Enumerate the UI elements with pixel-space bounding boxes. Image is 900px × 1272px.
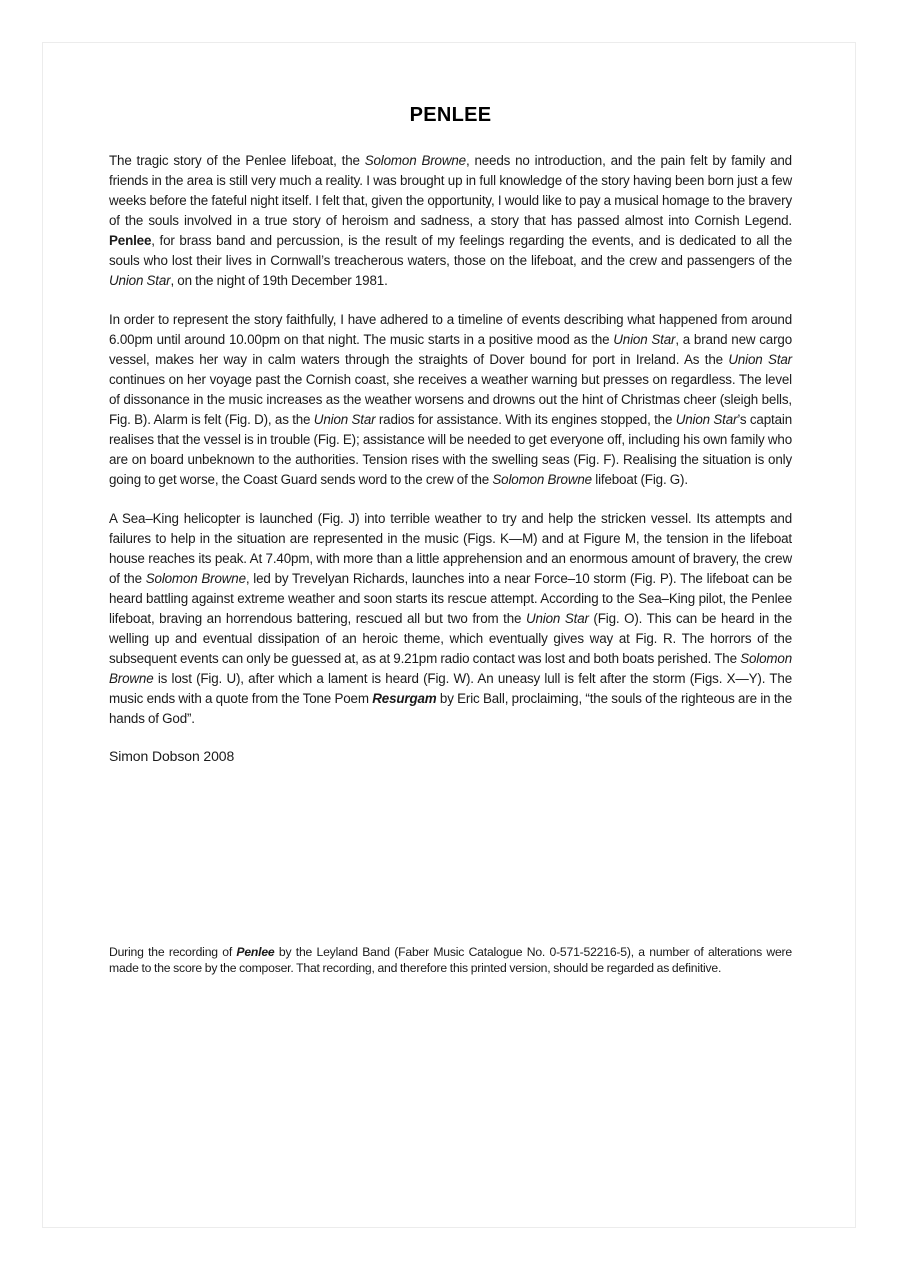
italic-run: Solomon Browne	[145, 571, 246, 586]
page-title: PENLEE	[409, 104, 492, 126]
text-run: , on the night of 19th December 1981.	[170, 273, 388, 288]
paragraph-rescue	[109, 509, 792, 729]
paragraph-intro	[109, 151, 792, 291]
text-run: continues on her voyage past the Cornish coast, she receives a weather warning but presses on regardless. The level of dissonance in the music increases as the weather worsens and drowns out the hint of Christmas cheer (sleigh bells, Fig. B). Alarm is felt (Fig. D), as the	[109, 372, 792, 427]
italic-run: Union Star	[313, 412, 376, 427]
bold-italic-text: Penlee	[236, 945, 275, 960]
italic-run: Solomon Browne	[364, 153, 466, 168]
recording-note	[109, 944, 792, 976]
bold-italic-run	[236, 945, 274, 959]
text-run: The tragic story of the Penlee lifeboat, the	[109, 153, 365, 168]
text-run: In order to represent the story faithfully, I have adhered to a timeline of events describing what happened from around 6.00pm until around 10.00pm on that night. The music starts in a positive mood as the	[109, 312, 792, 347]
bold-run: Penlee	[109, 233, 152, 248]
text-run: , a brand new cargo vessel, makes her way in calm waters through the straights of Dover bound for port in Ireland. As the	[109, 332, 792, 367]
bold-italic-text: Resurgam	[372, 691, 437, 706]
text-run: A Sea–King helicopter is launched (Fig. J) into terrible weather to try and help the stricken vessel. Its attempts and failures to help in the situation are represented in the music (Figs. K—M) and at Figure M, the tension in the lifeboat house reaches its peak. At 7.40pm, with more than a little apprehension and an enormous amount of bravery, the crew of the	[109, 511, 792, 586]
italic-run: Union Star	[525, 611, 589, 626]
bold-italic-run	[372, 691, 436, 706]
italic-run: Union Star	[109, 273, 171, 288]
text-run: is lost (Fig. U), after which a lament is heard (Fig. W). An uneasy lull is felt after the storm (Figs. X—Y). The music ends with a quote from the Tone Poem	[109, 671, 792, 706]
text-run: radios for assistance. With its engines stopped, the	[375, 412, 676, 427]
text-run: by the Leyland Band (Faber Music Catalogue No. 0-571-52216-5), a number of alterations were made to the score by the composer. That recording, and therefore this printed version, should be regarded as definitive.	[109, 945, 792, 976]
text-run: During the recording of	[109, 945, 237, 960]
italic-run: Union Star	[728, 352, 792, 367]
italic-run: Solomon Browne	[109, 651, 792, 686]
text-run: by Eric Ball, proclaiming, “the souls of the righteous are in the hands of God”.	[109, 691, 793, 726]
italic-run: Solomon Browne	[492, 472, 592, 487]
signature: Simon Dobson 2008	[109, 748, 235, 764]
text-run: , for brass band and percussion, is the result of my feelings regarding the events, and is dedicated to all the souls who lost their lives in Cornwall’s treacherous waters, those on the lifeboat, and the crew and passengers of the	[109, 233, 792, 268]
text-run: ’s captain realises that the vessel is in trouble (Fig. E); assistance will be needed to get everyone off, including his own family who are on board unbeknown to the authorities. Tension rises with the swelling seas (Fig. F). Realising the situation is only going to get worse, the Coast Guard sends word to the crew of the	[109, 412, 792, 487]
italic-run: Union Star	[613, 332, 676, 347]
italic-run: Union Star	[675, 412, 738, 427]
paragraph-timeline	[109, 310, 792, 490]
text-run: , led by Trevelyan Richards, launches into a near Force–10 storm (Fig. P). The lifeboat can be heard battling against extreme weather and soon starts its rescue attempt. According to the Sea–King pilot, the Penlee lifeboat, braving an horrendous battering, rescued all but two from the	[109, 571, 792, 626]
document-body	[109, 104, 792, 764]
text-run: lifeboat (Fig. G).	[591, 472, 688, 487]
text-run: , needs no introduction, and the pain felt by family and friends in the area is still very much a reality. I was brought up in full knowledge of the story having been born just a few weeks before the fateful night itself. I felt that, given the opportunity, I would like to pay a musical homage to the bravery of the souls involved in a true story of heroism and sadness, a story that has passed almost into Cornish Legend.	[109, 153, 792, 228]
text-run: (Fig. O). This can be heard in the welling up and eventual dissipation of an heroic theme, which eventually gives way at Fig. R. The horrors of the subsequent events can only be guessed at, as at 9.21pm radio contact was lost and both boats perished. The	[109, 611, 792, 666]
